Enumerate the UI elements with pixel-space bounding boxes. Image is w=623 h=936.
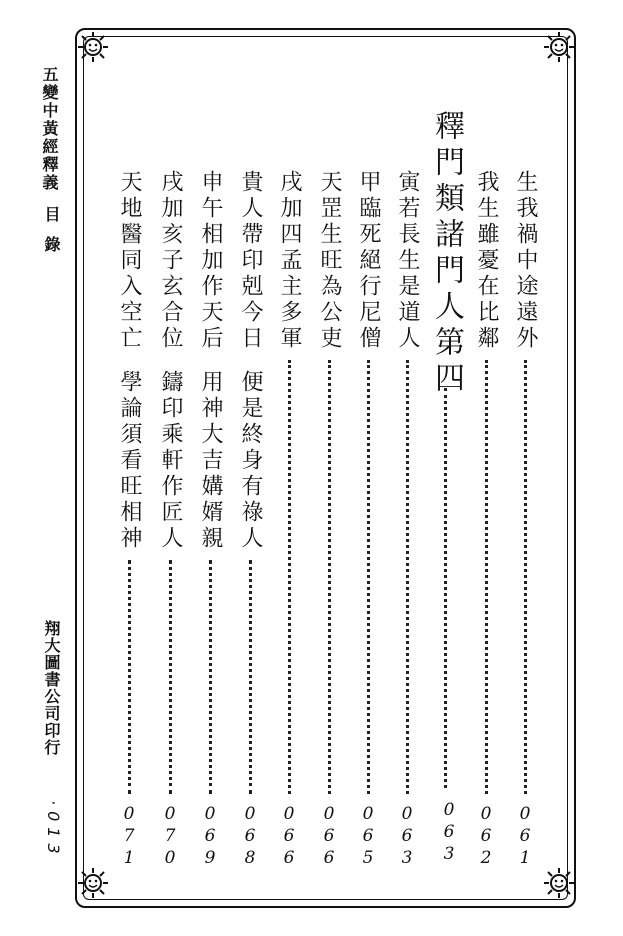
entry-title-second: 便是終身有祿人 <box>238 370 263 552</box>
section-heading: 釋門類諸門人第四 <box>429 110 464 398</box>
toc-entry <box>392 170 422 870</box>
sun-face-icon <box>542 30 576 64</box>
toc-entry <box>471 170 501 870</box>
dot-leader <box>249 560 252 794</box>
dot-leader <box>288 360 291 794</box>
entry-page: 065 <box>358 804 378 870</box>
toc-entry <box>314 170 344 870</box>
toc-entry <box>235 170 265 870</box>
entry-title-second: 學論須看旺相神 <box>117 370 142 552</box>
entry-page: 066 <box>319 804 339 870</box>
entry-page: 069 <box>200 804 220 870</box>
book-title: 五變中黃經釋義 <box>40 66 59 192</box>
sun-face-icon <box>542 866 576 900</box>
dot-leader <box>169 560 172 794</box>
entry-page: 063 <box>397 804 417 870</box>
entry-title: 我生雖憂在比鄰 <box>474 170 499 352</box>
entry-title: 甲臨死絕行尼僧 <box>356 170 381 352</box>
dot-leader <box>128 560 131 794</box>
dot-leader <box>328 360 331 794</box>
publisher-name: 翔大圖書公司印行 <box>42 620 61 756</box>
dot-leader <box>209 560 212 794</box>
sun-face-icon <box>76 866 110 900</box>
entry-page: 062 <box>476 804 496 870</box>
entry-page: 066 <box>279 804 299 870</box>
heading-page-number: 063 <box>439 800 459 866</box>
toc-entry <box>274 170 304 870</box>
entry-page: 061 <box>515 804 535 870</box>
entry-title-second: 用神大吉媾婿親 <box>198 370 223 552</box>
page-number: ·013 <box>44 800 63 860</box>
entry-page: 070 <box>160 804 180 870</box>
entry-title-second: 鑄印乘軒作匠人 <box>158 370 183 552</box>
toc-entry <box>195 170 225 870</box>
dot-leader <box>406 360 409 794</box>
entry-page: 068 <box>240 804 260 870</box>
entry-title: 申午相加作天后 <box>198 170 223 352</box>
entry-page: 071 <box>119 804 139 870</box>
entry-title: 寅若長生是道人 <box>395 170 420 352</box>
heading-dot-leader <box>444 388 447 788</box>
dot-leader <box>485 360 488 794</box>
toc-entry <box>114 170 144 870</box>
sun-face-icon <box>76 30 110 64</box>
entry-title: 生我禍中途遠外 <box>513 170 538 352</box>
entry-title: 戌加四孟主多軍 <box>277 170 302 352</box>
entry-title: 貴人帶印剋今日 <box>238 170 263 352</box>
entry-title: 戌加亥子玄合位 <box>158 170 183 352</box>
entry-title: 天地醫同入空亡 <box>117 170 142 352</box>
toc-entry <box>353 170 383 870</box>
toc-entry <box>155 170 185 870</box>
section-label: 目錄 <box>42 206 61 266</box>
dot-leader <box>524 360 527 794</box>
entry-title: 天罡生旺為公吏 <box>317 170 342 352</box>
dot-leader <box>367 360 370 794</box>
toc-entry <box>510 170 540 870</box>
